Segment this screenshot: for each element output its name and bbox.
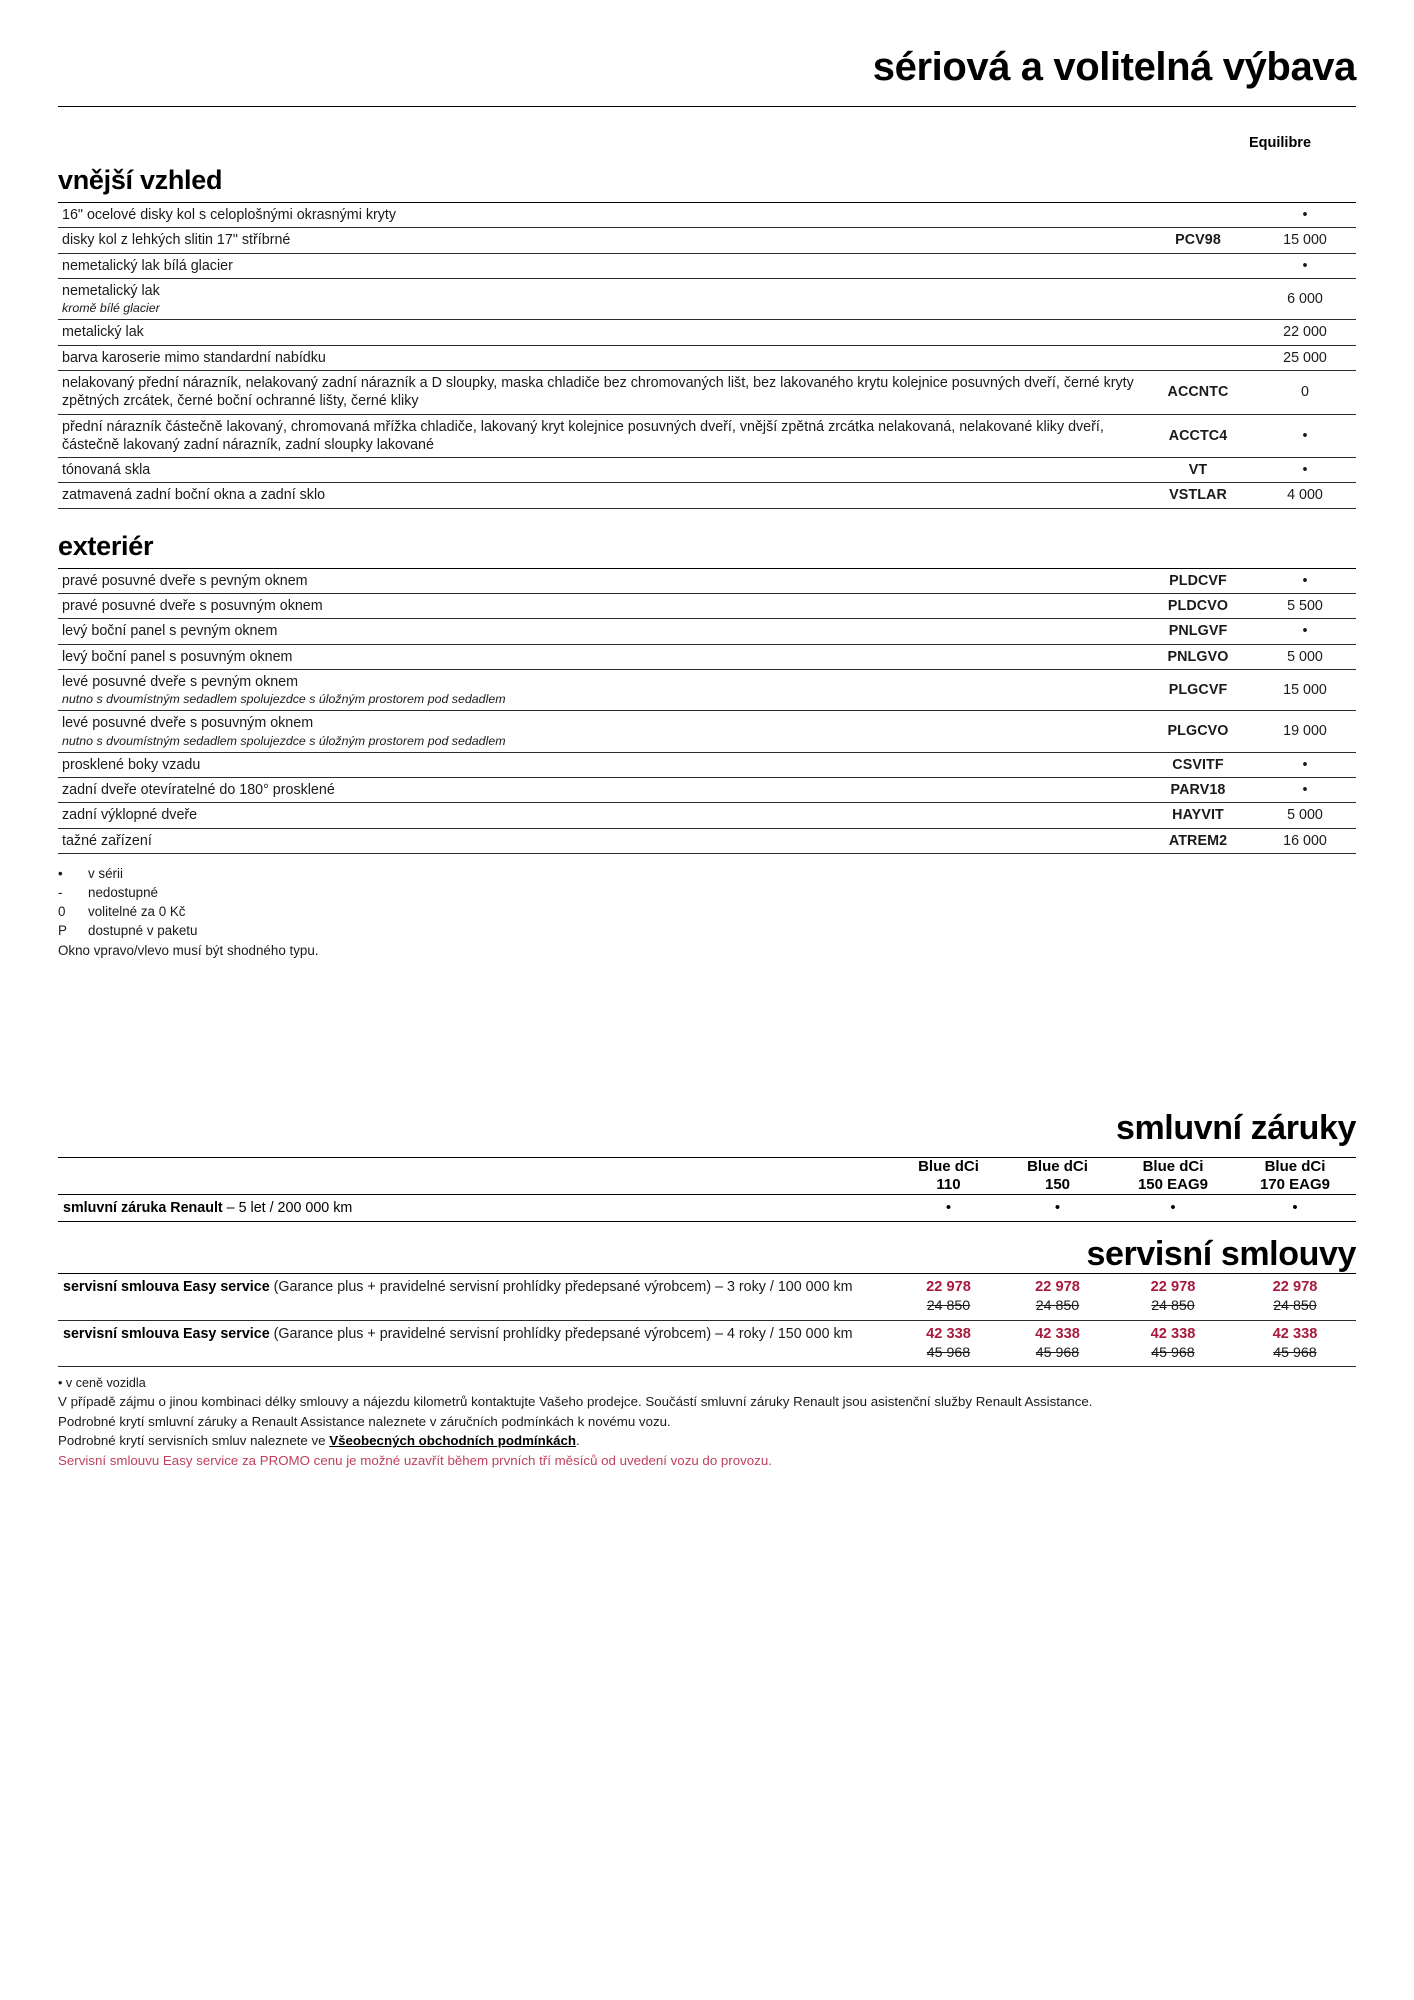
table-row [58,1194,1356,1221]
feature-description [58,752,1142,777]
promo-price: 22 978 [1272,1279,1318,1296]
engine-variant: 170 EAG9 [1259,1176,1331,1194]
feature-label: přední nárazník částečně lakovaný, chromovaná mřížka chladiče, lakovaný kryt kolejnice posuvných dveří, vnější zpětná zrcátka nelakovaná, nelakované kliky dveří, částečně lakovaný zadní nárazník, zadní sloupky lakované [62,418,1104,453]
table-row [58,711,1356,752]
engine-column-header [1234,1158,1356,1194]
table-row [58,203,1356,228]
standard-bullet: • [1302,756,1308,773]
legend-item [58,902,1356,921]
table-row [58,752,1356,777]
feature-label: pravé posuvné dveře s posuvným oknem [62,597,323,614]
table-row [58,778,1356,803]
legend-item [58,883,1356,902]
option-price: 4 000 [1287,487,1323,504]
feature-description [58,778,1142,803]
footnote-terms-pre: Podrobné krytí servisních smluv naleznete ve [58,1433,330,1449]
feature-description [58,320,1142,345]
legend [0,854,1414,960]
footnote-terms [58,1431,1356,1450]
terms-and-conditions-link[interactable]: Všeobecných obchodních podmínkách [329,1433,577,1449]
promo-price: 22 978 [1150,1279,1196,1296]
original-price: 24 850 [1035,1298,1080,1315]
feature-description [58,203,1142,228]
feature-description [58,568,1142,593]
feature-label: 16" ocelové disky kol s celoplošnými okrasnými kryty [62,207,397,223]
feature-description [58,458,1142,483]
legend-text: v sérii [88,865,123,881]
feature-label: zadní dveře otevíratelné do 180° prosklené [62,782,335,799]
service-price-cell [1234,1320,1356,1366]
option-code [1142,345,1252,370]
legend-item [58,921,1356,940]
service-price-cell [1003,1274,1112,1320]
table-row [58,253,1356,278]
engine-variant: 150 EAG9 [1137,1176,1209,1194]
standard-bullet: • [1302,782,1308,799]
feature-label: levé posuvné dveře s posuvným oknem [62,715,314,732]
spec-section [0,165,1414,509]
engine-name: Blue dCi [1264,1158,1326,1176]
feature-label: nemetalický lak bílá glacier [62,257,233,274]
feature-label: disky kol z lehkých slitin 17" stříbrné [62,232,291,249]
standard-bullet: • [1302,572,1308,589]
service-price-cell [1003,1320,1112,1366]
feature-label: levý boční panel s posuvným oknem [62,648,293,665]
footnote-in-price: • v ceně vozidla [58,1376,146,1391]
section-title: vnější vzhled [58,165,223,195]
option-code [1142,278,1252,319]
standard-bullet: • [1302,207,1308,223]
option-price: 16 000 [1283,832,1327,849]
legend-text: volitelné za 0 Kč [88,903,186,919]
engine-column-header [1112,1158,1234,1194]
option-code [1142,320,1252,345]
promo-price: 42 338 [1272,1325,1318,1342]
warranty-label-rest: – 5 let / 200 000 km [222,1199,353,1216]
engine-column-header [1003,1158,1112,1194]
table-row [58,458,1356,483]
option-price: 5 000 [1287,807,1323,824]
feature-sub-note: nutno s dvoumístným sedadlem spolujezdce s úložným prostorem pod sedadlem [62,733,506,748]
engine-variant: 110 [936,1176,961,1194]
option-code: ACCTC4 [1168,427,1228,444]
feature-description [58,253,1142,278]
table-row [58,1320,1356,1366]
footnote-contact: V případě zájmu o jinou kombinaci délky smlouvy a nájezdu kilometrů kontaktujte Vašeho prodejce. Součástí smluvní záruky Renault jsou asistenční služby Renault Assistance. [58,1394,1093,1410]
legend-item [58,864,1356,883]
service-price-cell [1112,1274,1234,1320]
service-contract-name: servisní smlouva Easy service [63,1325,270,1342]
service-contract-label [58,1274,894,1320]
original-price: 45 968 [1151,1344,1195,1361]
option-code [1142,203,1252,228]
option-code: PNLGVO [1167,648,1229,665]
engine-column-header [894,1158,1003,1194]
option-price: 15 000 [1283,681,1327,698]
standard-bullet: • [1302,623,1308,640]
table-row [58,619,1356,644]
original-price: 45 968 [1035,1344,1080,1361]
table-row [58,228,1356,253]
feature-label: tónovaná skla [62,462,151,479]
standard-bullet: • [1170,1199,1176,1217]
feature-label: levý boční panel s pevným oknem [62,623,278,640]
service-contract-detail: (Garance plus + pravidelné servisní prohlídky předepsané výrobcem) – 3 roky / 100 000 km [269,1279,853,1296]
option-code: PNLGVF [1168,623,1228,640]
table-row [58,568,1356,593]
feature-sub-note: nutno s dvoumístným sedadlem spolujezdce s úložným prostorem pod sedadlem [62,692,506,707]
feature-label: nelakovaný přední nárazník, nelakovaný zadní nárazník a D sloupky, maska chladiče bez chromovaných lišt, bez lakovaného krytu kolejnice posuvných dveří, černé kryty zpětných zrcátek, černé boční ochranné lišty, černé kliky [62,374,1134,410]
service-contract-detail: (Garance plus + pravidelné servisní prohlídky předepsané výrobcem) – 4 roky / 150 000 km [269,1325,853,1342]
option-code: PARV18 [1170,782,1226,799]
option-price: 6 000 [1287,290,1323,307]
document-header [0,0,1414,107]
table-row [58,414,1356,458]
service-contract-name: servisní smlouva Easy service [63,1279,270,1296]
promo-price: 42 338 [1150,1325,1196,1342]
feature-label: zadní výklopné dveře [62,807,198,824]
table-row [58,644,1356,669]
footnote-promo: Servisní smlouvu Easy service za PROMO cenu je možné uzavřít během prvních tří měsíců od uvedení vozu do provozu. [58,1452,772,1468]
promo-price: 42 338 [926,1325,971,1342]
feature-description [58,345,1142,370]
standard-bullet: • [1292,1199,1298,1217]
standard-bullet: • [1054,1199,1061,1217]
table-row [58,370,1356,414]
option-code: PLGCVO [1167,723,1229,740]
standard-bullet: • [1302,257,1308,274]
original-price: 45 968 [1273,1344,1317,1361]
table-row [58,345,1356,370]
option-code: ACCNTC [1167,384,1229,401]
option-code: HAYVIT [1172,807,1224,824]
service-title: servisní smlouvy [1086,1234,1356,1273]
feature-description [58,828,1142,853]
option-price: 15 000 [1283,232,1327,249]
footnote-terms-post: . [576,1433,580,1449]
option-code: ATREM2 [1168,832,1228,849]
table-row [58,278,1356,319]
feature-description [58,669,1142,710]
service-contract-label [58,1320,894,1366]
option-price: 19 000 [1283,723,1327,740]
feature-description [58,593,1142,618]
spec-sections [0,165,1414,854]
service-price-cell [1234,1274,1356,1320]
spec-table [58,568,1356,854]
feature-description [58,619,1142,644]
standard-bullet: • [1302,462,1308,479]
service-price-cell [894,1320,1003,1366]
feature-description [58,711,1142,752]
warranty-header-row [58,1158,1356,1194]
legend-symbol: 0 [58,903,66,919]
spec-section [0,531,1414,854]
legend-symbol: • [58,865,63,881]
warranty-table [58,1158,1356,1221]
standard-bullet: • [1302,427,1308,444]
footnote-warranty-coverage: Podrobné krytí smluvní záruky a Renault Assistance naleznete v záručních podmínkách k novému vozu. [58,1413,671,1429]
feature-label: prosklené boky vzadu [62,756,201,773]
legend-text: dostupné v paketu [88,923,198,938]
table-row [58,803,1356,828]
feature-label: pravé posuvné dveře s pevným oknem [62,572,308,589]
feature-label: barva karoserie mimo standardní nabídku [62,349,326,366]
trim-column-label: Equilibre [1248,135,1312,151]
engine-variant: 150 [1044,1176,1071,1194]
service-price-cell [1112,1320,1234,1366]
page-title: sériová a volitelná výbava [872,45,1356,89]
option-code: VT [1188,462,1208,479]
option-price: 0 [1301,384,1309,401]
option-price: 5 500 [1287,597,1323,614]
feature-description [58,370,1142,414]
option-code [1142,253,1252,278]
option-price: 5 000 [1287,648,1323,665]
section-title: exteriér [58,530,154,561]
warranty-label [58,1194,894,1221]
promo-price: 42 338 [1035,1325,1080,1342]
warranty-label-bold: smluvní záruka Renault [63,1199,223,1216]
option-code: PLDCVF [1169,572,1227,589]
table-row [58,669,1356,710]
legend-note: Okno vpravo/vlevo musí být shodného typu. [58,943,319,959]
option-code: PLDCVO [1167,597,1229,614]
legend-symbol: P [58,923,67,938]
feature-description [58,483,1142,508]
option-code: CSVITF [1172,756,1224,773]
engine-name: Blue dCi [918,1158,979,1176]
original-price: 45 968 [926,1344,971,1361]
legend-text: nedostupné [88,884,158,900]
table-row [58,828,1356,853]
footnotes [0,1367,1414,1470]
feature-description [58,644,1142,669]
feature-label: zatmavená zadní boční okna a zadní sklo [62,487,326,504]
warranty-title: smluvní záruky [1115,1109,1356,1148]
feature-description [58,228,1142,253]
feature-description [58,278,1142,319]
feature-label: nemetalický lak [62,282,160,299]
feature-description [58,414,1142,458]
table-row [58,483,1356,508]
service-table [58,1273,1356,1367]
option-code: PCV98 [1175,232,1221,249]
option-price: 25 000 [1283,349,1327,366]
feature-label: metalický lak [62,324,144,341]
promo-price: 22 978 [926,1279,971,1296]
original-price: 24 850 [1151,1298,1195,1315]
original-price: 24 850 [1273,1298,1317,1315]
service-price-cell [894,1274,1003,1320]
option-code: PLGCVF [1168,681,1228,698]
option-code: VSTLAR [1169,487,1227,504]
warranty-header-spacer [58,1158,894,1194]
standard-bullet: • [945,1199,952,1217]
feature-label: levé posuvné dveře s pevným oknem [62,673,299,690]
feature-sub-note: kromě bílé glacier [62,301,160,316]
engine-name: Blue dCi [1027,1158,1088,1176]
table-row [58,593,1356,618]
spec-table [58,202,1356,509]
original-price: 24 850 [926,1298,971,1315]
table-row [58,1274,1356,1320]
engine-name: Blue dCi [1142,1158,1204,1176]
table-row [58,320,1356,345]
feature-description [58,803,1142,828]
option-price: 22 000 [1283,324,1327,341]
promo-price: 22 978 [1035,1279,1080,1296]
feature-label: tažné zařízení [62,832,152,849]
trim-header-row [0,107,1414,151]
legend-symbol: - [58,884,63,900]
